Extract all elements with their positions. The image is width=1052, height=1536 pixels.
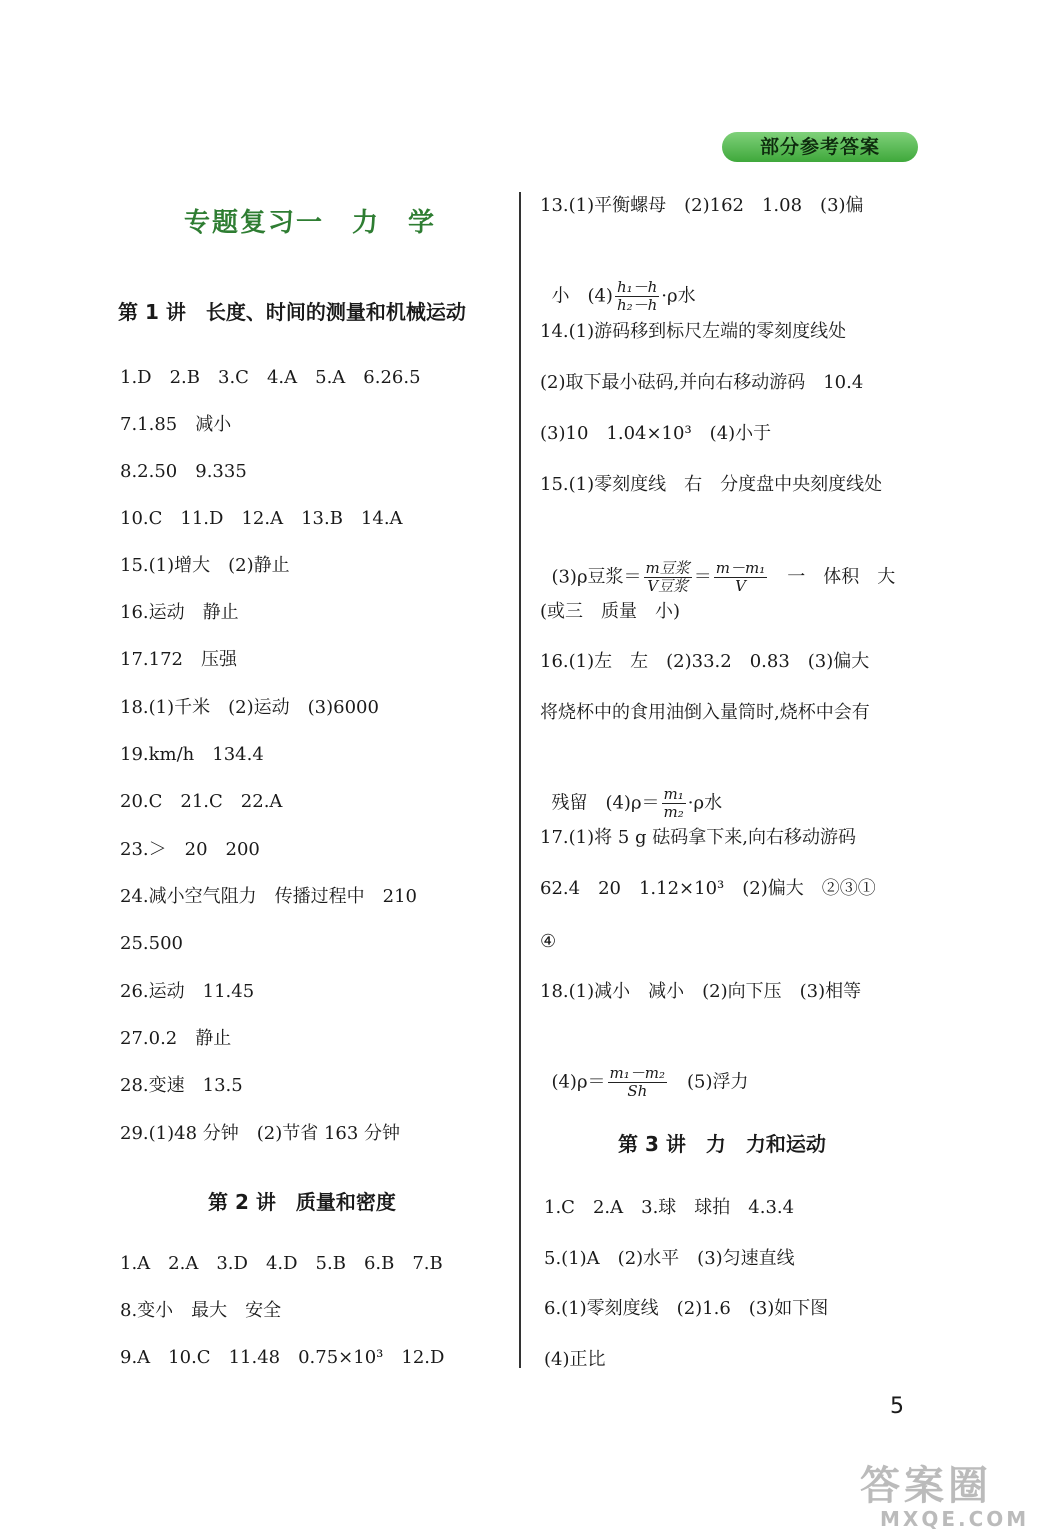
formula-suffix: ·ρ水 <box>661 285 696 307</box>
lecture3-title: 第 3 讲 力 力和运动 <box>618 1132 826 1156</box>
answer-line: 26.运动 11.45 <box>120 981 255 1002</box>
fraction <box>662 786 686 821</box>
formula-prefix: 小 (4) <box>551 285 613 307</box>
answer-line: (或三 质量 小) <box>540 601 681 622</box>
answer-line: 1.C 2.A 3.球 球拍 4.3.4 <box>544 1197 795 1218</box>
answer-line: 18.(1)减小 减小 (2)向下压 (3)相等 <box>540 981 862 1002</box>
answer-line: 16.运动 静止 <box>120 602 239 623</box>
watermark-text: 答案圈 <box>860 1463 992 1509</box>
answer-line: 9.A 10.C 11.48 0.75×10³ 12.D <box>120 1347 445 1368</box>
formula-suffix: (5)浮力 <box>669 1071 749 1093</box>
formula-prefix: 残留 (4)ρ＝ <box>551 792 660 814</box>
answer-line: 24.减小空气阻力 传播过程中 210 <box>120 886 417 907</box>
answer-line: 28.变速 13.5 <box>120 1075 243 1096</box>
answer-line: 5.(1)A (2)水平 (3)匀速直线 <box>544 1248 795 1269</box>
answer-line: 25.500 <box>120 933 183 954</box>
answer-line: (4)正比 <box>544 1349 606 1370</box>
fraction-denominator: h₂－h <box>616 296 658 314</box>
formula-prefix: (3)ρ豆浆＝ <box>551 566 642 588</box>
answer-line: 19.km/h 134.4 <box>120 744 264 765</box>
fraction <box>608 1065 667 1100</box>
answer-line: 1.D 2.B 3.C 4.A 5.A 6.26.5 <box>120 367 421 388</box>
answer-line: 13.(1)平衡螺母 (2)162 1.08 (3)偏 <box>540 195 864 216</box>
answer-line: 17.172 压强 <box>120 649 237 670</box>
answer-line: 15.(1)增大 (2)静止 <box>120 555 290 576</box>
fraction <box>615 279 659 314</box>
lecture1-title: 第 1 讲 长度、时间的测量和机械运动 <box>118 300 466 324</box>
answer-line: 7.1.85 减小 <box>120 414 232 435</box>
fraction-numerator: m－m₁ <box>715 559 766 577</box>
equals-sign: ＝ <box>693 566 712 588</box>
answer-line: 15.(1)零刻度线 右 分度盘中央刻度线处 <box>540 474 883 495</box>
answer-line-formula <box>540 255 696 314</box>
answer-line: 14.(1)游码移到标尺左端的零刻度线处 <box>540 321 847 342</box>
answer-key-badge: 部分参考答案 <box>722 132 918 162</box>
answer-line-formula <box>540 536 895 595</box>
fraction-denominator: Sh <box>627 1082 648 1100</box>
answer-line: 27.0.2 静止 <box>120 1028 232 1049</box>
formula-suffix: ·ρ水 <box>687 792 723 814</box>
fraction-denominator: V豆浆 <box>647 577 689 595</box>
fraction-numerator: m₁ <box>663 785 684 803</box>
answer-line: 8.变小 最大 安全 <box>120 1300 282 1321</box>
fraction-denominator: m₂ <box>663 803 684 821</box>
lecture2-title: 第 2 讲 质量和密度 <box>208 1190 396 1214</box>
topic-title: 专题复习一 力 学 <box>183 208 436 238</box>
fraction-numerator: m₁－m₂ <box>609 1064 666 1082</box>
answer-line: 8.2.50 9.335 <box>120 461 247 482</box>
answer-line: 1.A 2.A 3.D 4.D 5.B 6.B 7.B <box>120 1253 443 1274</box>
answer-line: ④ <box>540 931 557 952</box>
fraction-numerator: m豆浆 <box>645 559 690 577</box>
fraction <box>714 560 767 595</box>
answer-line-formula <box>540 1041 749 1100</box>
answer-line: 29.(1)48 分钟 (2)节省 163 分钟 <box>120 1123 401 1144</box>
fraction <box>644 560 692 595</box>
answer-line: 18.(1)千米 (2)运动 (3)6000 <box>120 697 379 718</box>
answer-line: 62.4 20 1.12×10³ (2)偏大 ②③① <box>540 878 876 899</box>
answer-line: 10.C 11.D 12.A 13.B 14.A <box>120 508 403 529</box>
answer-line: 6.(1)零刻度线 (2)1.6 (3)如下图 <box>544 1298 829 1319</box>
watermark-url: MXQE.COM <box>880 1507 1030 1531</box>
answer-line: (3)10 1.04×10³ (4)小于 <box>540 423 772 444</box>
watermark-logo <box>860 1463 1030 1531</box>
answer-line: 23.＞ 20 200 <box>120 839 260 860</box>
fraction-denominator: V <box>735 577 746 595</box>
answer-line: 16.(1)左 左 (2)33.2 0.83 (3)偏大 <box>540 651 870 672</box>
formula-suffix: 一 体积 大 <box>769 566 896 588</box>
fraction-numerator: h₁－h <box>616 278 658 296</box>
answer-line: (2)取下最小砝码,并向右移动游码 10.4 <box>540 372 864 393</box>
answer-line: 20.C 21.C 22.A <box>120 791 283 812</box>
answer-line: 将烧杯中的食用油倒入量筒时,烧杯中会有 <box>540 702 870 723</box>
formula-prefix: (4)ρ＝ <box>551 1071 606 1093</box>
answer-line: 17.(1)将 5 g 砝码拿下来,向右移动游码 <box>540 827 856 848</box>
answer-line-formula <box>540 762 722 821</box>
column-divider <box>519 192 521 1368</box>
page-number: 5 <box>890 1394 904 1419</box>
